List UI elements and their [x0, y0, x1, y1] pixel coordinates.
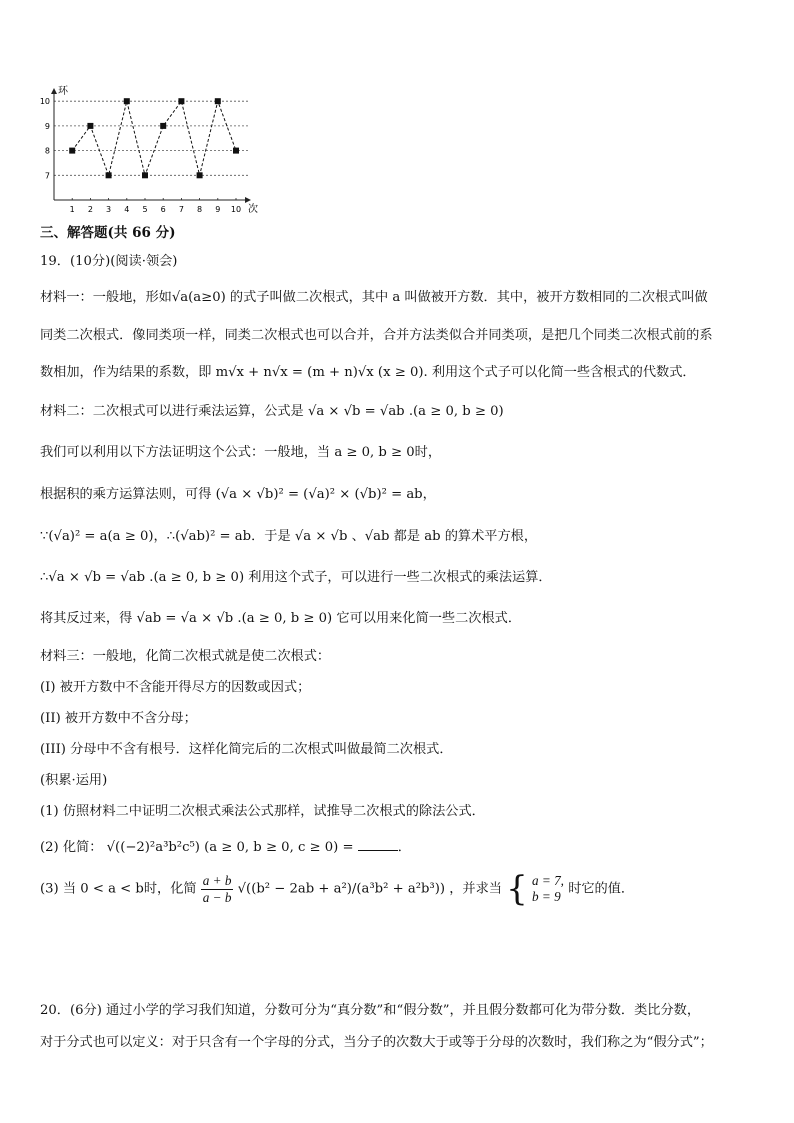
q19-part3-label: (3) 当 0 < a < b时，化简 — [40, 881, 197, 897]
x-tick-9: 9 — [215, 205, 221, 214]
q19-part3-mid: ，并求当 — [449, 881, 502, 897]
data-point-2 — [87, 123, 93, 129]
data-point-1 — [69, 148, 75, 154]
data-point-7 — [178, 98, 184, 104]
q19-part3-radical: √((b² − 2ab + a²)/(a³b² + a²b³)) — [237, 881, 445, 897]
q19-part2-label: (2) 化简： — [40, 840, 103, 855]
y-tick-10: 10 — [39, 97, 50, 107]
q19-material2-line3: 根据积的乘方运算法则，可得 (√a × √b)² = (√a)² × (√b)² = ab， — [40, 487, 436, 502]
chart-series — [69, 98, 239, 178]
data-point-3 — [106, 172, 112, 178]
section-title: 三、解答题(共 66 分) — [40, 225, 176, 241]
q19-material2-line1: 材料二：二次根式可以进行乘法运算，公式是 √a × √b = √ab .(a ≥ 0, b ≥ 0) — [40, 404, 504, 419]
y-tick-8: 8 — [44, 146, 50, 156]
q19-part3-system — [532, 873, 564, 905]
q19-part3 — [40, 869, 635, 909]
y-tick-7: 7 — [44, 171, 50, 181]
q19-part3-fraction — [201, 873, 234, 906]
system-eq1: a = 7, — [532, 873, 564, 888]
q19-material2-line5: ∴√a × √b = √ab .(a ≥ 0, b ≥ 0) 利用这个式子，可以进行一些二次根式的乘法运算． — [40, 570, 552, 585]
q19-header: 19．(10分)(阅读·领会) — [40, 254, 178, 269]
q19-material1-line3: 数相加，作为结果的系数，即 m√x + n√x = (m + n)√x (x ≥ 0). 利用这个式子可以化简一些含根式的代数式． — [40, 365, 696, 380]
q19-material1-line1: 材料一：一般地，形如√a(a≥0) 的式子叫做二次根式，其中 a 叫做被开方数．其中，被开方数相同的二次根式叫做 — [40, 290, 708, 305]
x-tick-7: 7 — [178, 205, 184, 214]
q20-line2: 对于分式也可以定义：对于只含有一个字母的分式，当分子的次数大于或等于分母的次数时，我们称之为“假分式”； — [40, 1035, 713, 1050]
x-tick-5: 5 — [142, 205, 148, 214]
fraction-numerator: a + b — [202, 872, 232, 888]
series-line — [72, 101, 236, 175]
q19-material2-line6: 将其反过来，得 √ab = √a × √b .(a ≥ 0, b ≥ 0) 它可以用来化简一些二次根式． — [40, 611, 522, 626]
x-tick-4: 4 — [124, 205, 130, 214]
x-tick-6: 6 — [160, 205, 166, 214]
x-tick-3: 3 — [106, 205, 112, 214]
chart-y-axis-label: 环 — [58, 86, 68, 97]
system-eq2: b = 9 — [532, 889, 561, 904]
data-point-5 — [142, 172, 148, 178]
q19-material3-item2: (II) 被开方数中不含分母； — [40, 711, 197, 726]
q20-line1: 20．(6分) 通过小学的学习我们知道，分数可分为“真分数”和“假分数”，并且假分数都可化为带分数．类比分数， — [40, 1003, 701, 1018]
q19-part2-end: ． — [397, 840, 411, 855]
q19-part1: (1) 仿照材料二中证明二次根式乘法公式那样，试推导二次根式的除法公式． — [40, 804, 485, 819]
q19-material1-line2: 同类二次根式．像同类项一样，同类二次根式也可以合并，合并方法类似合并同类项，是把几个同类二次根式前的系 — [40, 328, 713, 343]
chart-gridlines — [54, 101, 250, 175]
shooting-score-chart — [30, 82, 280, 222]
y-axis-arrow — [51, 88, 57, 94]
x-tick-8: 8 — [197, 205, 203, 214]
system-brace: { — [506, 869, 528, 909]
data-point-4 — [124, 98, 130, 104]
q19-material3-item1: (I) 被开方数中不含能开得尽方的因数或因式； — [40, 680, 311, 695]
chart-axes — [51, 88, 251, 203]
q19-apply-heading: (积累·运用) — [40, 773, 108, 788]
y-tick-9: 9 — [44, 121, 50, 131]
q19-part3-end: 时它的值． — [568, 881, 635, 897]
q19-material3-item3: (III) 分母中不含有根号．这样化简完后的二次根式叫做最简二次根式． — [40, 742, 453, 757]
data-point-8 — [197, 172, 203, 178]
q19-part2-answer-blank[interactable] — [358, 850, 398, 851]
data-point-10 — [233, 148, 239, 154]
q19-material2-line2: 我们可以利用以下方法证明这个公式：一般地，当 a ≥ 0, b ≥ 0时， — [40, 445, 442, 460]
q19-part2-expression: √((−2)²a³b²c⁵) (a ≥ 0, b ≥ 0, c ≥ 0) = — [106, 840, 354, 855]
q19-material3-line1: 材料三：一般地，化简二次根式就是使二次根式： — [40, 649, 331, 664]
x-axis-arrow — [245, 197, 251, 203]
chart-x-axis-label: 次 — [248, 204, 258, 215]
fraction-denominator: a − b — [202, 889, 232, 905]
x-tick-10: 10 — [230, 205, 242, 214]
q19-material2-line4: ∵(√a)² = a(a ≥ 0)，∴(√ab)² = ab．于是 √a × √b 、√ab 都是 ab 的算术平方根， — [40, 529, 538, 544]
data-point-9 — [215, 98, 221, 104]
x-tick-2: 2 — [87, 205, 93, 214]
data-point-6 — [160, 123, 166, 129]
q19-part2 — [40, 836, 411, 855]
x-tick-1: 1 — [69, 205, 75, 214]
